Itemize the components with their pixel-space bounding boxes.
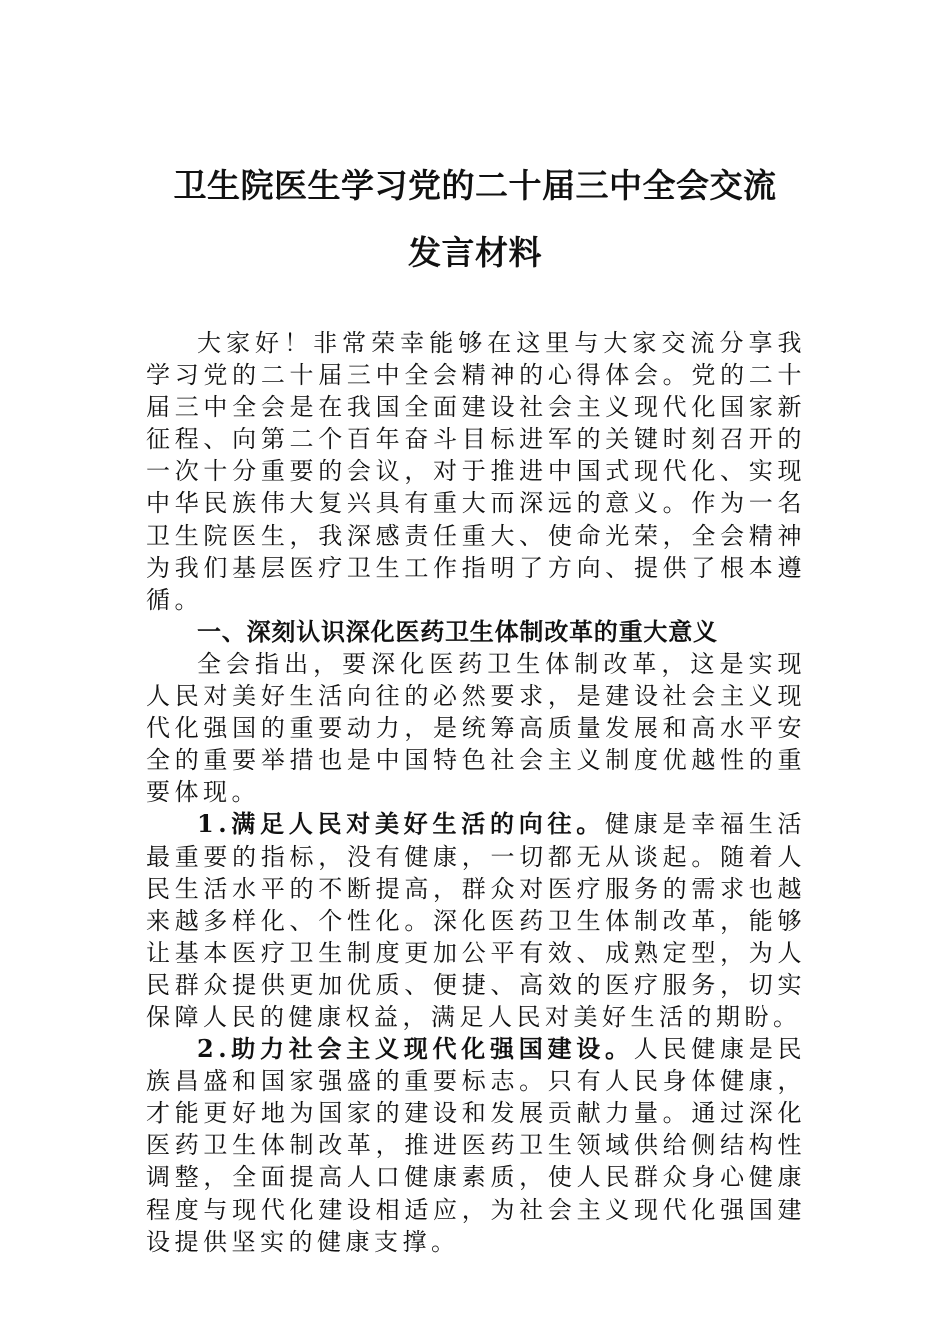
point-2-lead: 2.助力社会主义现代化强国建设。: [197, 1034, 634, 1064]
document-title-line-2: 发言材料: [408, 233, 542, 272]
point-1-text: 健康是幸福生活最重要的指标，没有健康，一切都无从谈起。随着人民生活水平的不断提高，群众对医疗服务的需求也越来越多样化、个性化。深化医药卫生体制改革，能够让基本医疗卫生制度更加公平有效、成熟定型，为人民群众提供更加优质、便捷、高效的医疗服务，切实保障人民的健康权益，满足人民对美好生活的期盼。: [146, 810, 806, 1031]
document-title-line-1: 卫生院医生学习党的二十届三中全会交流: [173, 166, 777, 205]
document-body: [146, 327, 806, 1258]
section-1-heading: 一、深刻认识深化医药卫生体制改革的重大意义: [197, 617, 718, 646]
point-1-paragraph: [146, 808, 806, 1033]
point-2-paragraph: [146, 1033, 806, 1258]
point-1-lead: 1.满足人民对美好生活的向往。: [197, 809, 606, 839]
section-1-intro-paragraph: 全会指出，要深化医药卫生体制改革，这是实现人民对美好生活向往的必然要求，是建设社会主义现代化强国的重要动力，是统筹高质量发展和高水平安全的重要举措也是中国特色社会主义制度优越性的重要体现。: [146, 649, 806, 807]
point-2-text: 人民健康是民族昌盛和国家强盛的重要标志。只有人民身体健康，才能更好地为国家的建设和发展贡献力量。通过深化医药卫生体制改革，推进医药卫生领域供给侧结构性调整，全面提高人口健康素质，使人民群众身心健康程度与现代化建设相适应，为社会主义现代化强国建设提供坚实的健康支撑。: [146, 1035, 806, 1256]
intro-paragraph: 大家好！非常荣幸能够在这里与大家交流分享我学习党的二十届三中全会精神的心得体会。党的二十届三中全会是在我国全面建设社会主义现代化国家新征程、向第二个百年奋斗目标进军的关键时刻召开的一次十分重要的会议，对于推进中国式现代化、实现中华民族伟大复兴具有重大而深远的意义。作为一名卫生院医生，我深感责任重大、使命光荣，全会精神为我们基层医疗卫生工作指明了方向、提供了根本遵循。: [146, 329, 806, 614]
